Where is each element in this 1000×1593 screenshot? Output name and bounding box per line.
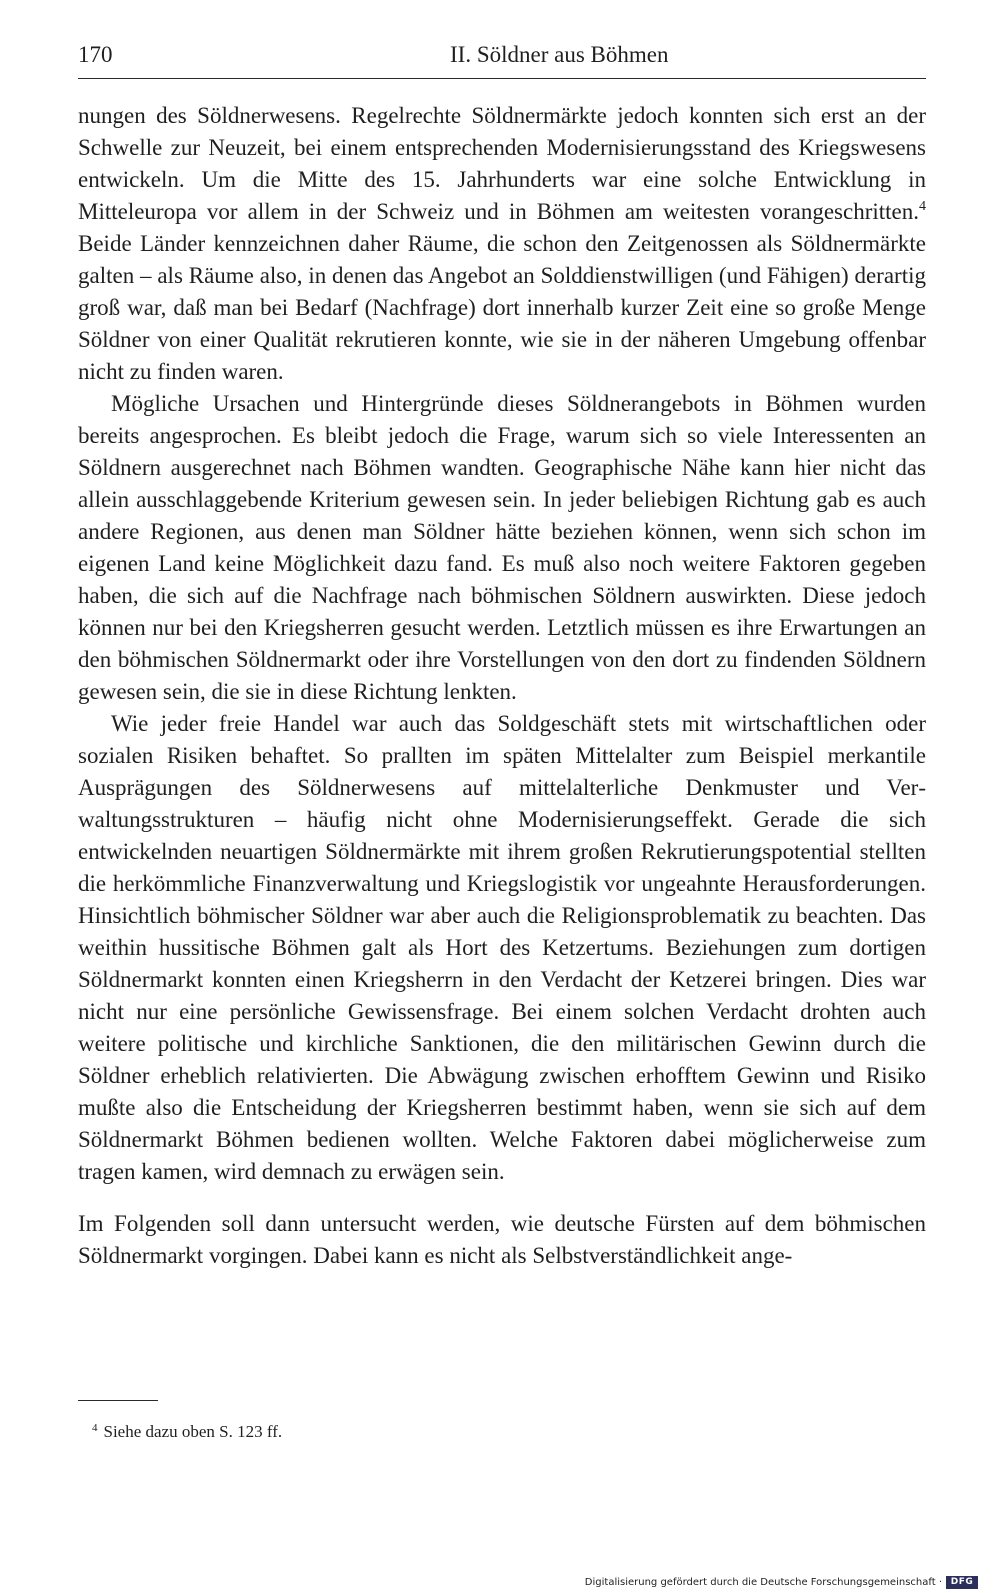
body-text: [78, 100, 926, 1272]
paragraph-3: Wie jeder freie Handel war auch das Soldgeschäft stets mit wirtschaftlichen oder sozialen Risiken behaftet. So prallten im späten Mittelalter zum Beispiel merkantile Ausprägungen des Söldnerwesens auf mittelalterliche Denkmuster und Verwaltungsstrukturen – häufig nicht ohne Modernisierungseffekt. Gerade die sich entwickelnden neuartigen Söldnermärkte mit ihrem großen Rekrutierungspotential stellten die herkömmliche Finanzverwaltung und Kriegslogistik vor ungeahnte Herausforderungen. Hinsichtlich böhmischer Söldner war aber auch die Religionsproblematik zu beachten. Das weithin hussitische Böhmen galt als Hort des Ketzertums. Beziehungen zum dortigen Söldnermarkt konnten einen Kriegsherrn in den Verdacht der Ketzerei bringen. Dies war nicht nur eine persönliche Gewissensfrage. Bei einem solchen Verdacht drohten auch weitere politische und kirchliche Sanktionen, die den militärischen Gewinn durch die Söldner erheblich relativierten. Die Abwägung zwischen erhofftem Gewinn und Risiko mußte also die Entscheidung der Kriegsherren bestimmt haben, wenn sie sich auf dem Söldnermarkt Böhmen bedienen wollten. Welche Faktoren dabei möglicherweise zum tragen kamen, wird demnach zu erwägen sein.: [78, 711, 926, 1184]
paragraph-1-text-b: Beide Länder kennzeichnen daher Räume, die schon den Zeitgenossen als Söldnermärkte galten – als Räume also, in denen das Angebot an Solddienstwilligen (und Fähigen) derartig groß war, daß man bei Bedarf (Nachfrage) dort innerhalb kurzer Zeit eine so große Menge Söldner von einer Qualität rekrutieren konnte, wie sie in der näheren Umgebung offenbar nicht zu finden waren.: [78, 231, 926, 384]
running-head: II. Söldner aus Böhmen: [450, 42, 669, 67]
footnote-4: [92, 1416, 282, 1444]
dfg-logo-icon: DFG: [946, 1576, 978, 1589]
paragraph-1-text-a: nungen des Söldnerwesens. Regelrechte Söldnermärkte jedoch konnten sich erst an der Schwelle zur Neuzeit, bei einem entsprechenden Modernisierungsstand des Kriegswesens entwickeln. Um die Mitte des 15. Jahrhunderts war eine solche Entwicklung in Mitteleuropa vor allem in der Schweiz und in Böhmen am weitesten vorangeschritten.: [78, 103, 926, 224]
footnote-text: Siehe dazu oben S. 123 ff.: [103, 1422, 283, 1441]
digitization-notice: Digitalisierung gefördert durch die Deutsche Forschungsgemeinschaft ·: [584, 1577, 942, 1588]
page-header: [78, 38, 926, 79]
paragraph-2: Mögliche Ursachen und Hintergründe dieses Söldnerangebots in Böhmen wurden bereits angesprochen. Es bleibt jedoch die Frage, warum sich so viele Interessenten an Söldnern ausgerechnet nach Böhmen wandten. Geographische Nähe kann hier nicht das allein ausschlaggebende Kriterium gewesen sein. In jeder beliebigen Richtung gab es auch andere Regionen, aus denen man Söldner hätte beziehen können, wenn sich schon im eigenen Land keine Möglichkeit dazu fand. Es muß also noch weitere Faktoren gegeben haben, die sich auf die Nachfrage nach böhmischen Söldnern auswirkten. Diese jedoch können nur bei den Kriegsherren gesucht werden. Letztlich müssen es ihre Erwartungen an den böhmischen Söldnermarkt oder ihre Vorstellungen von den dort zu findenden Söldnern gewesen sein, die sie in diese Richtung lenkten.: [78, 391, 926, 704]
footnote-divider: [78, 1400, 158, 1401]
paragraph-4: Im Folgenden soll dann untersucht werden, wie deutsche Fürsten auf dem böhmischen Söldnermarkt vorgingen. Dabei kann es nicht als Selbstverständlichkeit ange-: [78, 1211, 926, 1268]
footnote-reference: 4: [919, 199, 926, 214]
page-number: 170: [78, 42, 113, 67]
footnote-number: 4: [92, 1422, 98, 1434]
paragraph-1: [78, 100, 926, 388]
